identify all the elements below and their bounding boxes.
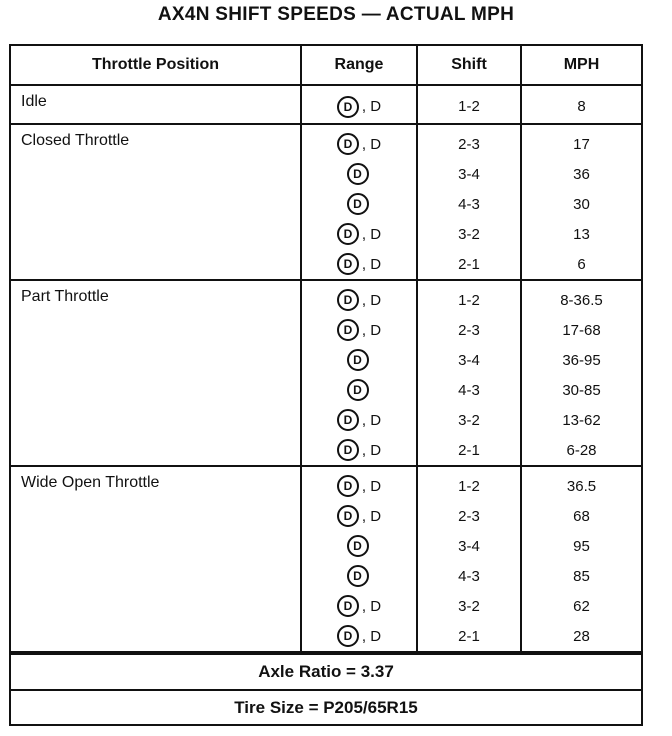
range-suffix: , D bbox=[361, 477, 382, 495]
throttle-position-cell: Part Throttle bbox=[11, 280, 301, 466]
range-value bbox=[347, 535, 372, 557]
shift-cell: 3-4 bbox=[417, 159, 521, 189]
range-cell bbox=[301, 280, 417, 315]
overdrive-circle-icon: D bbox=[337, 223, 359, 245]
range-cell bbox=[301, 345, 417, 375]
range-value bbox=[337, 253, 381, 275]
shift-cell: 3-4 bbox=[417, 531, 521, 561]
mph-cell: 36 bbox=[521, 159, 641, 189]
mph-cell: 17-68 bbox=[521, 315, 641, 345]
range-value bbox=[337, 133, 381, 155]
overdrive-circle-icon: D bbox=[337, 439, 359, 461]
header-shift: Shift bbox=[417, 46, 521, 85]
overdrive-circle-icon: D bbox=[337, 409, 359, 431]
range-cell bbox=[301, 466, 417, 501]
overdrive-circle-icon: D bbox=[347, 565, 369, 587]
mph-cell: 85 bbox=[521, 561, 641, 591]
shift-cell: 2-1 bbox=[417, 621, 521, 652]
overdrive-circle-icon: D bbox=[337, 475, 359, 497]
mph-cell: 6-28 bbox=[521, 435, 641, 466]
mph-cell: 30-85 bbox=[521, 375, 641, 405]
mph-cell: 28 bbox=[521, 621, 641, 652]
shift-cell: 2-3 bbox=[417, 315, 521, 345]
range-cell bbox=[301, 189, 417, 219]
range-cell bbox=[301, 375, 417, 405]
shift-cell: 1-2 bbox=[417, 466, 521, 501]
overdrive-circle-icon: D bbox=[337, 319, 359, 341]
header-throttle-position: Throttle Position bbox=[11, 46, 301, 85]
table-row bbox=[11, 124, 641, 159]
range-value bbox=[337, 289, 381, 311]
shift-cell: 4-3 bbox=[417, 189, 521, 219]
throttle-position-cell: Closed Throttle bbox=[11, 124, 301, 280]
range-cell bbox=[301, 85, 417, 124]
overdrive-circle-icon: D bbox=[337, 133, 359, 155]
range-suffix: , D bbox=[361, 98, 382, 115]
range-suffix: , D bbox=[361, 627, 382, 645]
range-value bbox=[347, 349, 372, 371]
table-row bbox=[11, 280, 641, 315]
range-value bbox=[347, 379, 372, 401]
overdrive-circle-icon: D bbox=[347, 193, 369, 215]
overdrive-circle-icon: D bbox=[337, 595, 359, 617]
table-row bbox=[11, 466, 641, 501]
range-cell bbox=[301, 159, 417, 189]
mph-cell: 36.5 bbox=[521, 466, 641, 501]
shift-cell: 2-1 bbox=[417, 249, 521, 280]
shift-cell: 4-3 bbox=[417, 561, 521, 591]
mph-cell: 13-62 bbox=[521, 405, 641, 435]
range-cell bbox=[301, 531, 417, 561]
range-suffix: , D bbox=[361, 507, 382, 525]
overdrive-circle-icon: D bbox=[337, 505, 359, 527]
overdrive-circle-icon: D bbox=[347, 349, 369, 371]
mph-cell: 36-95 bbox=[521, 345, 641, 375]
shift-cell: 3-2 bbox=[417, 405, 521, 435]
overdrive-circle-icon: D bbox=[337, 289, 359, 311]
range-cell bbox=[301, 405, 417, 435]
overdrive-circle-icon: D bbox=[337, 96, 359, 118]
range-cell bbox=[301, 435, 417, 466]
table-body bbox=[11, 85, 641, 652]
shift-cell: 2-3 bbox=[417, 501, 521, 531]
shift-cell: 3-2 bbox=[417, 219, 521, 249]
mph-cell: 13 bbox=[521, 219, 641, 249]
shift-cell: 1-2 bbox=[417, 85, 521, 124]
shift-cell: 4-3 bbox=[417, 375, 521, 405]
range-cell bbox=[301, 124, 417, 159]
shift-cell: 3-2 bbox=[417, 591, 521, 621]
mph-cell: 95 bbox=[521, 531, 641, 561]
mph-cell: 17 bbox=[521, 124, 641, 159]
range-suffix: , D bbox=[361, 411, 382, 429]
range-value bbox=[347, 163, 372, 185]
shift-cell: 3-4 bbox=[417, 345, 521, 375]
range-cell bbox=[301, 621, 417, 652]
range-value bbox=[337, 439, 381, 461]
range-value bbox=[337, 319, 381, 341]
axle-ratio: Axle Ratio = 3.37 bbox=[11, 653, 641, 689]
shift-cell: 2-1 bbox=[417, 435, 521, 466]
range-value bbox=[337, 96, 381, 118]
mph-cell: 6 bbox=[521, 249, 641, 280]
mph-cell: 8-36.5 bbox=[521, 280, 641, 315]
throttle-position-cell: Wide Open Throttle bbox=[11, 466, 301, 652]
shift-cell: 2-3 bbox=[417, 124, 521, 159]
range-suffix: , D bbox=[361, 291, 382, 309]
overdrive-circle-icon: D bbox=[337, 625, 359, 647]
shift-speeds-table bbox=[11, 46, 641, 653]
range-suffix: , D bbox=[361, 441, 382, 459]
table-header-row bbox=[11, 46, 641, 85]
page-title: AX4N SHIFT SPEEDS — ACTUAL MPH bbox=[157, 4, 515, 25]
header-range: Range bbox=[301, 46, 417, 85]
throttle-position-cell: Idle bbox=[11, 85, 301, 124]
range-cell bbox=[301, 591, 417, 621]
range-value bbox=[337, 223, 381, 245]
range-suffix: , D bbox=[361, 255, 382, 273]
mph-cell: 62 bbox=[521, 591, 641, 621]
range-cell bbox=[301, 249, 417, 280]
range-value bbox=[347, 565, 372, 587]
range-value bbox=[337, 505, 381, 527]
mph-cell: 30 bbox=[521, 189, 641, 219]
shift-cell: 1-2 bbox=[417, 280, 521, 315]
mph-cell: 68 bbox=[521, 501, 641, 531]
table-row bbox=[11, 85, 641, 124]
range-suffix: , D bbox=[361, 321, 382, 339]
range-suffix: , D bbox=[361, 597, 382, 615]
range-suffix: , D bbox=[361, 135, 382, 153]
range-value bbox=[337, 475, 381, 497]
mph-cell: 8 bbox=[521, 85, 641, 124]
range-value bbox=[337, 409, 381, 431]
range-cell bbox=[301, 561, 417, 591]
range-cell bbox=[301, 219, 417, 249]
range-cell bbox=[301, 501, 417, 531]
range-value bbox=[337, 595, 381, 617]
overdrive-circle-icon: D bbox=[347, 535, 369, 557]
tire-size: Tire Size = P205/65R15 bbox=[11, 689, 641, 725]
range-cell bbox=[301, 315, 417, 345]
shift-speeds-table-frame bbox=[9, 44, 643, 726]
range-suffix: , D bbox=[361, 225, 382, 243]
range-value bbox=[347, 193, 372, 215]
header-mph: MPH bbox=[521, 46, 641, 85]
overdrive-circle-icon: D bbox=[337, 253, 359, 275]
range-value bbox=[337, 625, 381, 647]
overdrive-circle-icon: D bbox=[347, 163, 369, 185]
overdrive-circle-icon: D bbox=[347, 379, 369, 401]
